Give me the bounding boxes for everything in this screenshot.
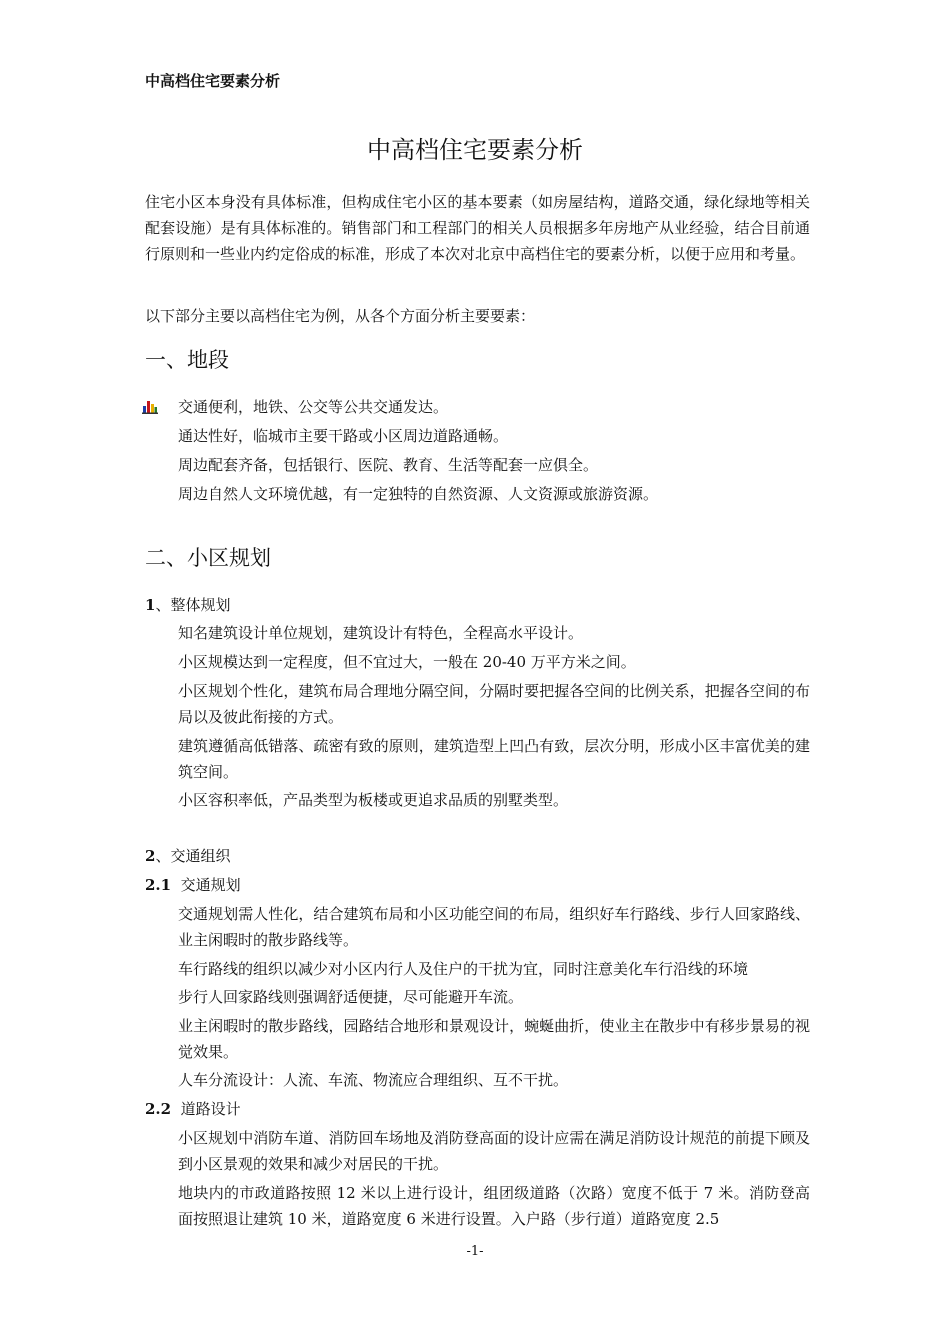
subsection-traffic-organization: 2、交通组织 bbox=[145, 847, 231, 865]
location-item: 周边自然人文环境优越，有一定独特的自然资源、人文资源或旅游资源。 bbox=[178, 485, 659, 503]
road-item: 小区规划中消防车道、消防回车场地及消防登高面的设计应需在满足消防设计规范的前提下顾及到小区景观的效果和减少对居民的干扰。 bbox=[178, 1129, 810, 1173]
intro-paragraph-2: 以下部分主要以高档住宅为例，从各个方面分析主要要素： bbox=[145, 307, 536, 325]
road-item: 地块内的市政道路按照 12 米以上进行设计，组团级道路（次路）宽度不低于 7 米。消防登高面按照退让建筑 10 米，道路宽度 6 米进行设置。入户路（步行道）道路宽度 2.5 bbox=[178, 1184, 810, 1228]
planning-item: 知名建筑设计单位规划，建筑设计有特色，全程高水平设计。 bbox=[178, 624, 584, 642]
planning-item: 小区规划个性化，建筑布局合理地分隔空间，分隔时要把握各空间的比例关系，把握各空间的布局以及彼此衔接的方式。 bbox=[178, 682, 810, 726]
colorful-bar-bullet-icon bbox=[142, 398, 158, 414]
traffic-item: 步行人回家路线则强调舒适便捷，尽可能避开车流。 bbox=[178, 988, 524, 1006]
traffic-item: 人车分流设计：人流、车流、物流应合理组织、互不干扰。 bbox=[178, 1071, 569, 1089]
planning-item: 小区容积率低，产品类型为板楼或更追求品质的别墅类型。 bbox=[178, 791, 569, 809]
running-header: 中高档住宅要素分析 bbox=[145, 72, 281, 90]
location-item: 通达性好，临城市主要干路或小区周边道路通畅。 bbox=[178, 427, 509, 445]
traffic-item: 车行路线的组织以减少对小区内行人及住户的干扰为宜，同时注意美化车行沿线的环境 bbox=[178, 960, 749, 978]
traffic-item: 交通规划需人性化，结合建筑布局和小区功能空间的布局，组织好车行路线、步行人回家路线、业主闲暇时的散步路线等。 bbox=[178, 905, 810, 949]
document-title: 中高档住宅要素分析 bbox=[367, 136, 583, 164]
section-heading-location: 一、地段 bbox=[145, 348, 229, 372]
planning-item: 小区规模达到一定程度，但不宜过大，一般在 20-40 万平方米之间。 bbox=[178, 653, 636, 671]
traffic-item: 业主闲暇时的散步路线，园路结合地形和景观设计，蜿蜒曲折，使业主在散步中有移步景易的视觉效果。 bbox=[178, 1017, 810, 1061]
section-heading-planning: 二、小区规划 bbox=[145, 546, 271, 570]
intro-paragraph-1: 住宅小区本身没有具体标准，但构成住宅小区的基本要素（如房屋结构，道路交通，绿化绿地等相关配套设施）是有具体标准的。销售部门和工程部门的相关人员根据多年房地产从业经验，结合目前通行原则和一些业内约定俗成的标准，形成了本次对北京中高档住宅的要素分析，以便于应用和考量。 bbox=[145, 193, 810, 263]
page-number: -1- bbox=[466, 1244, 484, 1259]
subsection-road-design: 2.2 道路设计 bbox=[145, 1100, 241, 1118]
planning-item: 建筑遵循高低错落、疏密有致的原则，建筑造型上凹凸有致，层次分明，形成小区丰富优美的建筑空间。 bbox=[178, 737, 810, 781]
location-item: 交通便利，地铁、公交等公共交通发达。 bbox=[145, 394, 810, 420]
location-item: 周边配套齐备，包括银行、医院、教育、生活等配套一应俱全。 bbox=[178, 456, 599, 474]
subsection-overall-planning: 1、整体规划 bbox=[145, 596, 231, 614]
subsection-traffic-planning: 2.1 交通规划 bbox=[145, 876, 241, 894]
